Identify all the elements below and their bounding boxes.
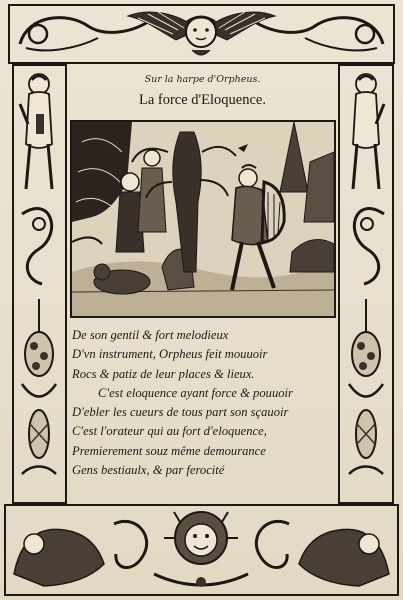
verse-line: Gens bestiaulx, & par ferocité <box>72 463 225 478</box>
verse-line: C'est l'orateur qui au fort d'eloquence, <box>72 424 267 439</box>
verse-line: D'ebler les cueurs de tous part son sçauoir <box>72 405 289 420</box>
left-ornament-column <box>12 64 67 504</box>
emblem-title: La force d'Eloquence. <box>138 92 266 108</box>
right-ornament-column <box>338 64 394 504</box>
verse-line: C'est eloquence ayant force & pouuoir <box>98 385 293 400</box>
orpheus-woodcut-illustration <box>70 120 336 318</box>
bottom-ornament-band <box>4 504 399 596</box>
verse-line: Rocs & patiz de leur places & lieux. <box>72 366 255 381</box>
top-ornament-band <box>8 4 395 64</box>
emblem-verse <box>72 326 334 480</box>
verse-line: D'vn instrument, Orpheus feit mouuoir <box>72 347 268 362</box>
verse-line: De son gentil & fort melodieux <box>72 328 229 342</box>
emblem-subtitle: Sur la harpe d'Orpheus. <box>144 74 261 85</box>
verse-line: Premierement souz même demourance <box>72 443 266 458</box>
